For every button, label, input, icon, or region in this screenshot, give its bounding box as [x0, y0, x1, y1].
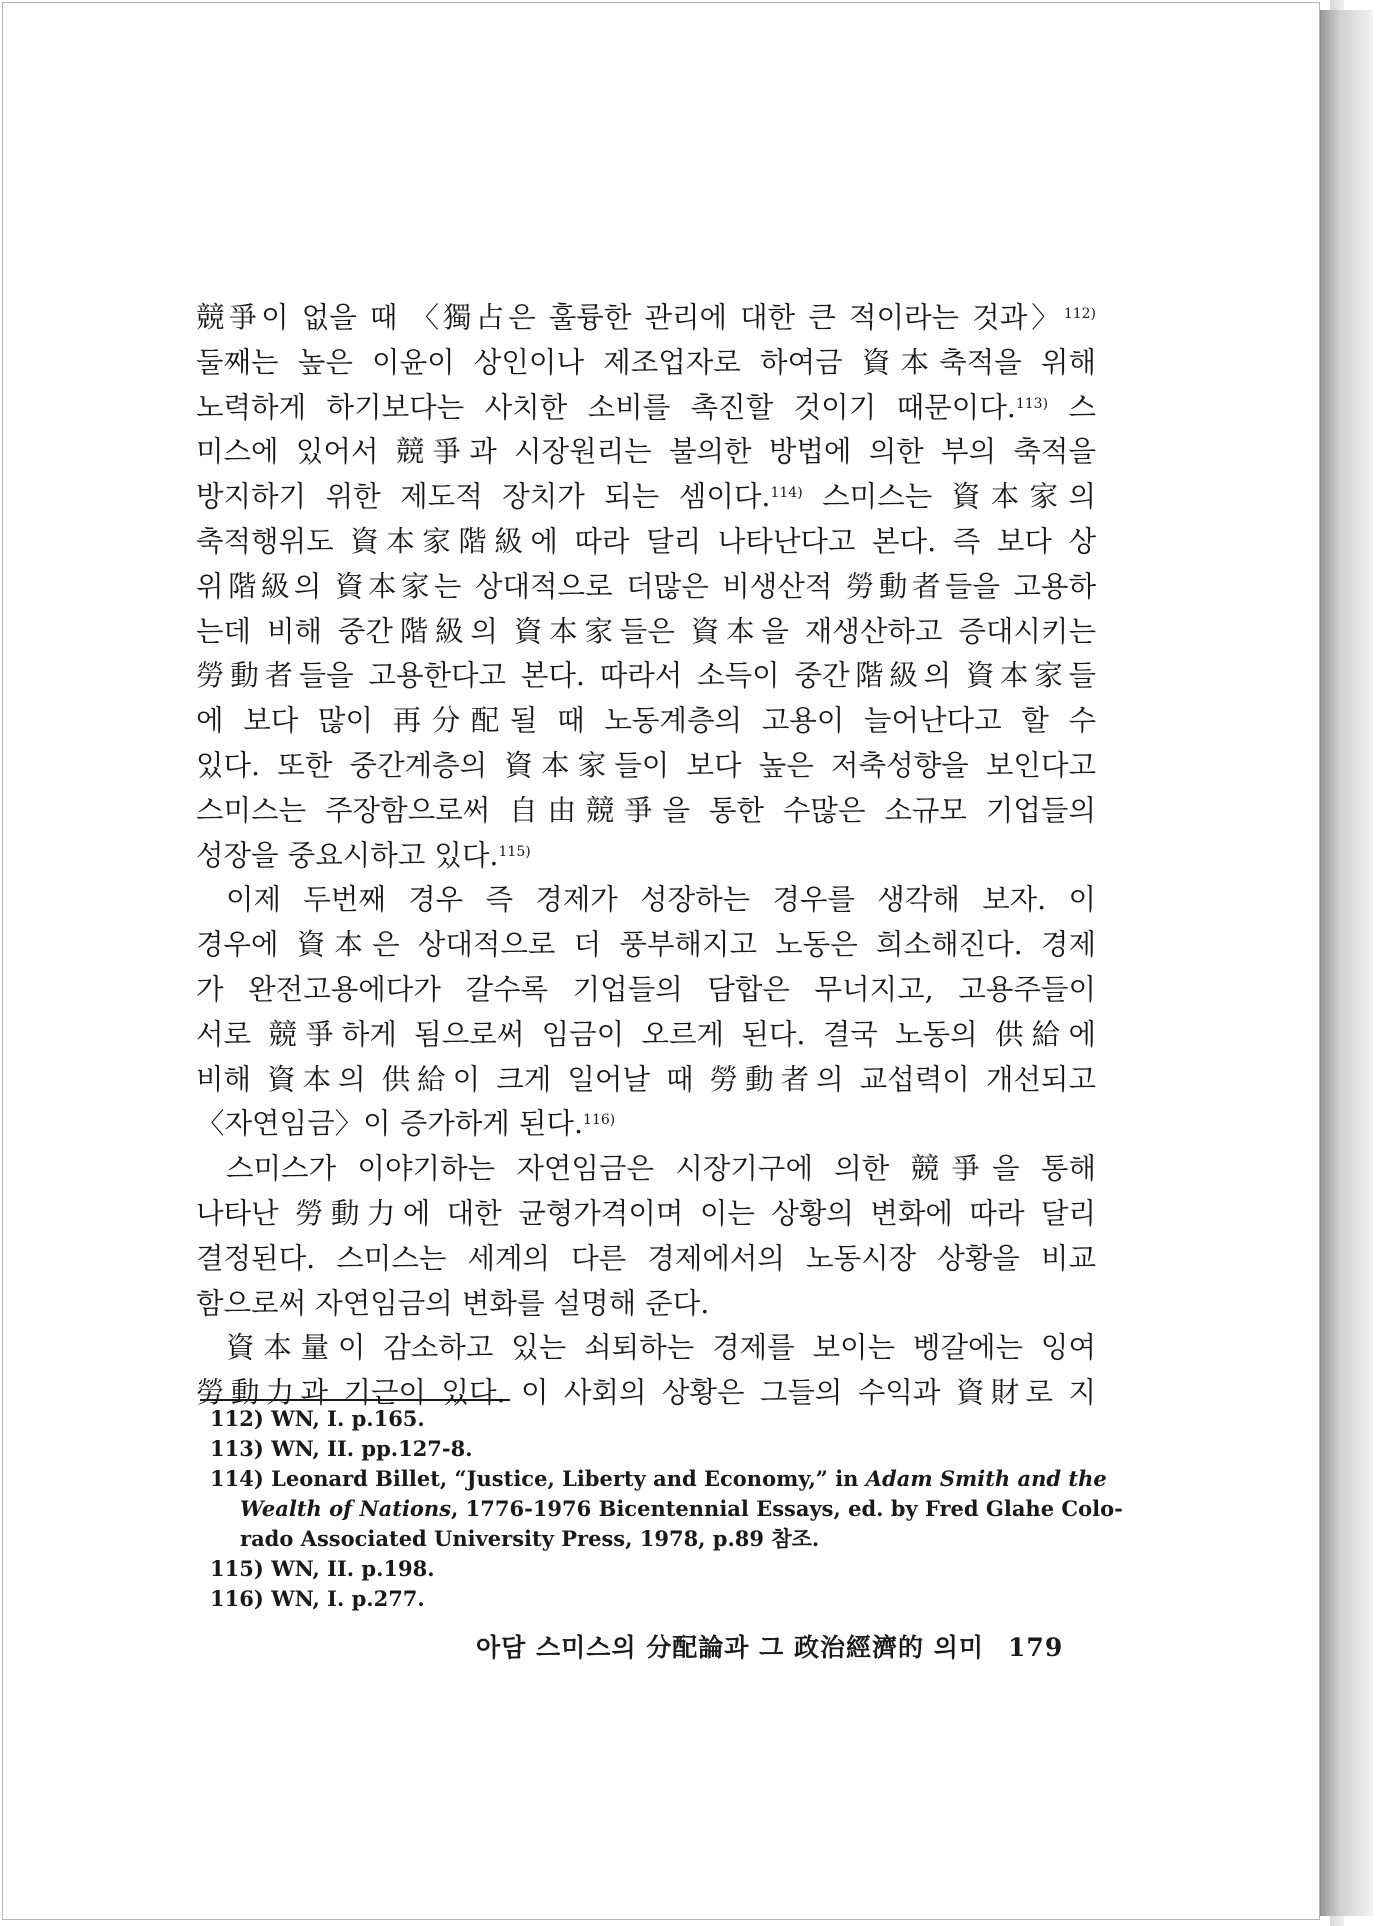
page-number: 179 [1008, 1633, 1064, 1662]
body-line-text: 성장을 중요시하고 있다. [196, 838, 499, 872]
footnote-114-part-b: , 1776-1976 Bicentennial Essays, ed. by Fred Glahe Colo- [451, 1496, 1123, 1521]
footnotes [210, 1404, 1123, 1614]
body-line-text: 〈자연임금〉이 증가하게 된다. [196, 1107, 584, 1141]
body-line-text: 미스에 있어서 競爭과 시장원리는 불의한 방법에 의한 부의 축적을 [196, 435, 1096, 469]
body-line-text: 둘째는 높은 이윤이 상인이나 제조업자로 하여금 資本축적을 위해 [196, 345, 1096, 379]
body-line-text: 노력하게 하기보다는 사치한 소비를 촉진할 것이기 때문이다. [196, 390, 1016, 424]
body-line-text: 이제 두번째 경우 즉 경제가 성장하는 경우를 생각해 보자. 이 [226, 883, 1096, 917]
body-line-text: 경우에 資本은 상대적으로 더 풍부해지고 노동은 희소해진다. 경제 [196, 928, 1096, 962]
footnote-114-title-b: Wealth of Nations [240, 1496, 452, 1521]
footnote-marker: 115) [498, 843, 531, 860]
body-line [196, 699, 1096, 744]
footnote-112: 112) WN, I. p.165. [210, 1406, 425, 1431]
body-line [196, 878, 1096, 923]
body-line-text: 함으로써 자연임금의 변화를 설명해 준다. [196, 1286, 710, 1320]
body-line [196, 1192, 1096, 1237]
body-line [196, 1147, 1096, 1192]
body-line [196, 923, 1096, 968]
body-line-text: 결정된다. 스미스는 세계의 다른 경제에서의 노동시장 상황을 비교 [196, 1241, 1096, 1275]
body-line-text: 勞動者들을 고용한다고 본다. 따라서 소득이 중간階級의 資本家들 [196, 659, 1096, 693]
body-line-text: 에 보다 많이 再分配될 때 노동계층의 고용이 늘어난다고 할 수 [196, 704, 1096, 738]
body-line-text: 스미스가 이야기하는 자연임금은 시장기구에 의한 競爭을 통해 [226, 1152, 1096, 1186]
footnote-114-title-a: Adam Smith and the [865, 1466, 1107, 1491]
footnote-marker: 112) [1063, 306, 1096, 322]
body-line-text: 資本量이 감소하고 있는 쇠퇴하는 경제를 보이는 벵갈에는 잉여 [226, 1331, 1096, 1365]
body-line-tail: 스 [1048, 390, 1096, 424]
body-line-text: 나타난 勞動力에 대한 균형가격이며 이는 상황의 변화에 따라 달리 [196, 1196, 1096, 1230]
body-line-text: 위階級의 資本家는 상대적으로 더많은 비생산적 勞動者들을 고용하 [196, 569, 1096, 603]
body-text [196, 296, 1096, 1416]
footnote-marker: 116) [583, 1112, 616, 1129]
body-line [196, 610, 1096, 655]
body-line [196, 386, 1096, 431]
body-line [196, 1013, 1096, 1058]
body-line [196, 654, 1096, 699]
body-line-text: 가 완전고용에다가 갈수록 기업들의 담합은 무너지고, 고용주들이 [196, 972, 1096, 1006]
body-line [196, 1326, 1096, 1371]
body-line [196, 1058, 1096, 1103]
footnote-114-line-3: rado Associated University Press, 1978, p.89 참조. [240, 1526, 820, 1551]
footnote-116: 116) WN, I. p.277. [210, 1586, 425, 1611]
footnote-114-part-a: 114) Leonard Billet, “Justice, Liberty and Economy,” in [210, 1466, 866, 1491]
body-line [196, 430, 1096, 475]
running-title: 아담 스미스의 分配論과 그 政治經濟的 의미 [476, 1633, 985, 1662]
body-line-text: 스미스는 주장함으로써 自由競爭을 통한 수많은 소규모 기업들의 [196, 793, 1096, 827]
body-line [196, 834, 1096, 879]
body-line [196, 968, 1096, 1013]
body-line-text: 축적행위도 資本家階級에 따라 달리 나타난다고 본다. 즉 보다 상 [196, 524, 1096, 558]
footnote-marker: 113) [1015, 395, 1049, 412]
body-line-text: 서로 競爭하게 됨으로써 임금이 오르게 된다. 결국 노동의 供給에 [196, 1017, 1096, 1051]
body-line [196, 1237, 1096, 1282]
body-line [196, 475, 1096, 520]
body-line-text: 는데 비해 중간階級의 資本家들은 資本을 재생산하고 증대시키는 [196, 614, 1096, 648]
footnote-114-line-2 [210, 1494, 1123, 1524]
body-line [196, 296, 1096, 341]
page-edge-strip [1320, 10, 1373, 1916]
body-line-text: 비해 資本의 供給이 크게 일어날 때 勞動者의 교섭력이 개선되고 [196, 1062, 1096, 1096]
footnote-marker: 114) [770, 485, 803, 502]
footnote-115: 115) WN, II. p.198. [210, 1556, 435, 1581]
footnote-113: 113) WN, II. pp.127-8. [210, 1436, 473, 1461]
body-line [196, 1282, 1096, 1327]
body-line-text: 競爭이 없을 때 〈獨占은 훌륭한 관리에 대한 큰 적이라는 것과〉 [196, 301, 1064, 334]
footnote-114 [210, 1464, 1123, 1554]
body-line-tail: 스미스는 資本家의 [802, 480, 1097, 514]
body-line-text: 勞動力과 기근이 있다. 이 사회의 상황은 그들의 수익과 資財로 지 [196, 1376, 1096, 1410]
body-line [196, 520, 1096, 565]
body-line [196, 744, 1096, 789]
body-line [196, 789, 1096, 834]
footnote-rule [200, 1399, 510, 1401]
body-line [196, 341, 1096, 386]
body-line-text: 방지하기 위한 제도적 장치가 되는 셈이다. [196, 480, 771, 514]
body-line [196, 565, 1096, 610]
body-line [196, 1102, 1096, 1147]
page-footer [476, 1628, 1066, 1664]
body-line-text: 있다. 또한 중간계층의 資本家들이 보다 높은 저축성향을 보인다고 [196, 748, 1096, 782]
